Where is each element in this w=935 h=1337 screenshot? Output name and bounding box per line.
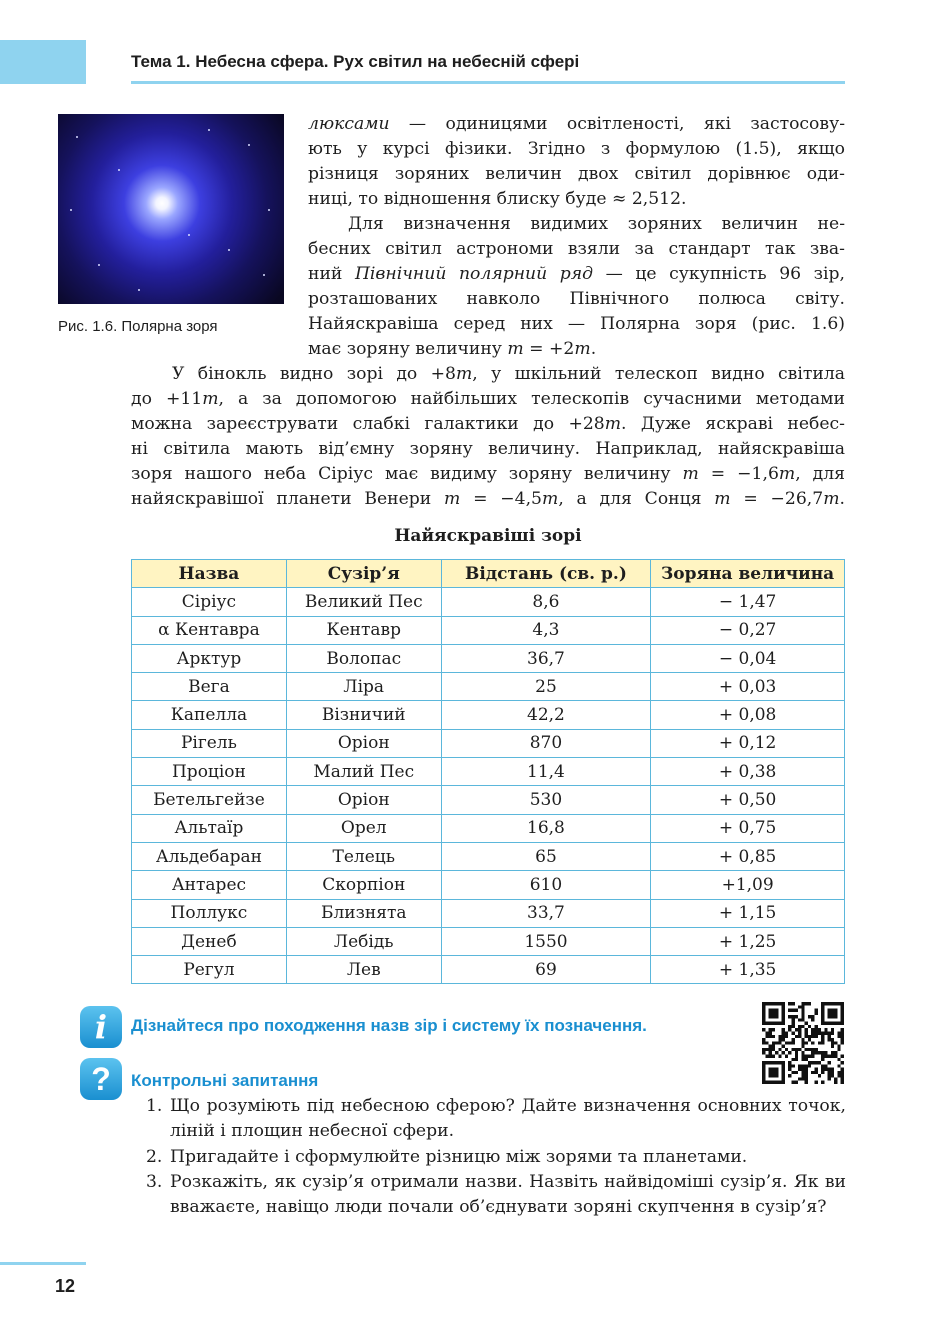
table-row	[132, 588, 845, 616]
table-cell: 25	[441, 673, 651, 701]
paragraph-2-line-5: Найяскравіша серед них — Полярна зоря (рис. 1.6)	[308, 314, 845, 334]
table-cell: 33,7	[441, 899, 651, 927]
header-rule	[131, 81, 845, 84]
paragraph-3-line-3: можна зареєструвати слабкі галактики до +28m. Дуже яскраві небес-	[131, 414, 845, 434]
table-cell: Альдебаран	[132, 842, 287, 870]
table-cell: + 1,35	[651, 956, 845, 984]
table-cell: Малий Пес	[286, 758, 441, 786]
table-cell: Великий Пес	[286, 588, 441, 616]
table-cell: Кентавр	[286, 616, 441, 644]
question-item	[146, 1170, 846, 1245]
table-header-row	[132, 560, 845, 588]
table-cell: 870	[441, 729, 651, 757]
table-cell: Денеб	[132, 927, 287, 955]
page-number: 12	[55, 1276, 76, 1296]
table-row	[132, 899, 845, 927]
table-cell: α Кентавра	[132, 616, 287, 644]
table-row	[132, 701, 845, 729]
footer-rule	[0, 1262, 86, 1265]
table-cell: Антарес	[132, 871, 287, 899]
question-text: Розкажіть, як сузір’я отримали назви. Назвіть найвідоміші сузір’я. Як ви вважаєте, навіщо люди почали об’єднувати зоряні скупчення в сузір’я?	[170, 1172, 846, 1217]
question-number: 1.	[146, 1096, 163, 1116]
table-cell: 69	[441, 956, 651, 984]
table-cell: Оріон	[286, 786, 441, 814]
paragraph-1-line-1: люксами — одиницями освітленості, які застосову-	[308, 114, 845, 134]
table-cell: 1550	[441, 927, 651, 955]
table-cell: + 0,38	[651, 758, 845, 786]
table-cell: 16,8	[441, 814, 651, 842]
table-cell: Вега	[132, 673, 287, 701]
figure-caption: Рис. 1.6. Полярна зоря	[58, 318, 218, 335]
table-cell: + 0,85	[651, 842, 845, 870]
paragraph-3-line-2: до +11m, а за допомогою найбільших телескопів сучасними методами	[131, 389, 845, 409]
table-cell: Рігель	[132, 729, 287, 757]
table-cell: Волопас	[286, 644, 441, 672]
table-cell: Проціон	[132, 758, 287, 786]
table-cell: Альтаїр	[132, 814, 287, 842]
qr-code-icon[interactable]	[762, 1002, 844, 1084]
table-cell: Капелла	[132, 701, 287, 729]
table-cell: 530	[441, 786, 651, 814]
table-row	[132, 786, 845, 814]
paragraph-3-line-6: найяскравішої планети Венери m = −4,5m, а для Сонця m = −26,7m.	[131, 489, 845, 509]
table-cell: Телець	[286, 842, 441, 870]
paragraph-2-line-1: Для визначення видимих зоряних величин не-	[348, 214, 845, 234]
table-cell: + 0,03	[651, 673, 845, 701]
table-cell: Сіріус	[132, 588, 287, 616]
table-cell: 11,4	[441, 758, 651, 786]
question-text: Що розуміють під небесною сферою? Дайте визначення основних точок, ліній і площин небесної сфери.	[170, 1096, 846, 1141]
table-cell: + 0,08	[651, 701, 845, 729]
table-cell: − 0,27	[651, 616, 845, 644]
table-row	[132, 956, 845, 984]
table-cell: 8,6	[441, 588, 651, 616]
table-cell: Поллукс	[132, 899, 287, 927]
table-row	[132, 927, 845, 955]
table-body	[132, 588, 845, 984]
table-row	[132, 814, 845, 842]
column-header: Відстань (св. р.)	[441, 560, 651, 588]
brightest-stars-table	[131, 559, 845, 984]
table-row	[132, 842, 845, 870]
table-cell: + 0,12	[651, 729, 845, 757]
info-text: Дізнайтеся про походження назв зір і систему їх позначення.	[131, 1016, 647, 1035]
column-header: Назва	[132, 560, 287, 588]
question-item	[146, 1094, 846, 1144]
paragraph-3-line-1: У бінокль видно зорі до +8m, у шкільний телескоп видно світила	[172, 364, 845, 384]
table-row	[132, 673, 845, 701]
paragraph-3-line-5: зоря нашого неба Сіріус має видиму зоряну величину m = −1,6m, для	[131, 464, 845, 484]
table-cell: 4,3	[441, 616, 651, 644]
info-icon: i	[80, 1006, 122, 1048]
column-header: Сузір’я	[286, 560, 441, 588]
table-row	[132, 644, 845, 672]
table-cell: + 1,15	[651, 899, 845, 927]
question-number: 3.	[146, 1172, 163, 1192]
table-row	[132, 616, 845, 644]
table-cell: + 0,50	[651, 786, 845, 814]
table-row	[132, 871, 845, 899]
table-cell: Оріон	[286, 729, 441, 757]
table-cell: + 0,75	[651, 814, 845, 842]
table-cell: Ліра	[286, 673, 441, 701]
paragraph-2-line-4: розташованих навколо Північного полюса світу.	[308, 289, 845, 309]
table-cell: Регул	[132, 956, 287, 984]
question-text: Пригадайте і сформулюйте різницю між зорями та планетами.	[170, 1147, 748, 1167]
paragraph-1-line-3: різниця зоряних величин двох світил дорівнює оди-	[308, 164, 845, 184]
table-cell: Скорпіон	[286, 871, 441, 899]
question-icon: ?	[80, 1058, 122, 1100]
polaris-photo	[58, 114, 284, 304]
table-cell: 65	[441, 842, 651, 870]
paragraph-3-line-4: ні світила мають від’ємну зоряну величину. Наприклад, найяскравіша	[131, 439, 845, 459]
table-cell: − 1,47	[651, 588, 845, 616]
paragraph-2-line-6: має зоряну величину m = +2m.	[308, 339, 597, 359]
paragraph-2-line-2: бесних світил астрономи взяли за стандарт так зва-	[308, 239, 845, 259]
paragraph-2-line-3: ний Північний полярний ряд — це сукупність 96 зір,	[308, 264, 845, 284]
question-item	[146, 1145, 846, 1170]
table-row	[132, 758, 845, 786]
table-cell: 610	[441, 871, 651, 899]
table-cell: − 0,04	[651, 644, 845, 672]
question-number: 2.	[146, 1147, 163, 1167]
header-accent-block	[0, 40, 86, 84]
page-header-title: Тема 1. Небесна сфера. Рух світил на небесній сфері	[131, 52, 580, 71]
table-cell: Арктур	[132, 644, 287, 672]
table-cell: 36,7	[441, 644, 651, 672]
table-cell: 42,2	[441, 701, 651, 729]
table-cell: Лебідь	[286, 927, 441, 955]
table-title: Найяскравіші зорі	[394, 526, 582, 546]
table-cell: Орел	[286, 814, 441, 842]
column-header: Зоряна величина	[651, 560, 845, 588]
paragraph-1-line-4: ниці, то відношення блиску буде ≈ 2,512.	[308, 189, 687, 209]
table-cell: Бетельгейзе	[132, 786, 287, 814]
table-cell: Близнята	[286, 899, 441, 927]
table-cell: + 1,25	[651, 927, 845, 955]
paragraph-1-line-2: ють у курсі фізики. Згідно з формулою (1.5), якщо	[308, 139, 845, 159]
table-cell: Візничий	[286, 701, 441, 729]
table-row	[132, 729, 845, 757]
table-cell: +1,09	[651, 871, 845, 899]
questions-title: Контрольні запитання	[131, 1071, 319, 1090]
table-cell: Лев	[286, 956, 441, 984]
